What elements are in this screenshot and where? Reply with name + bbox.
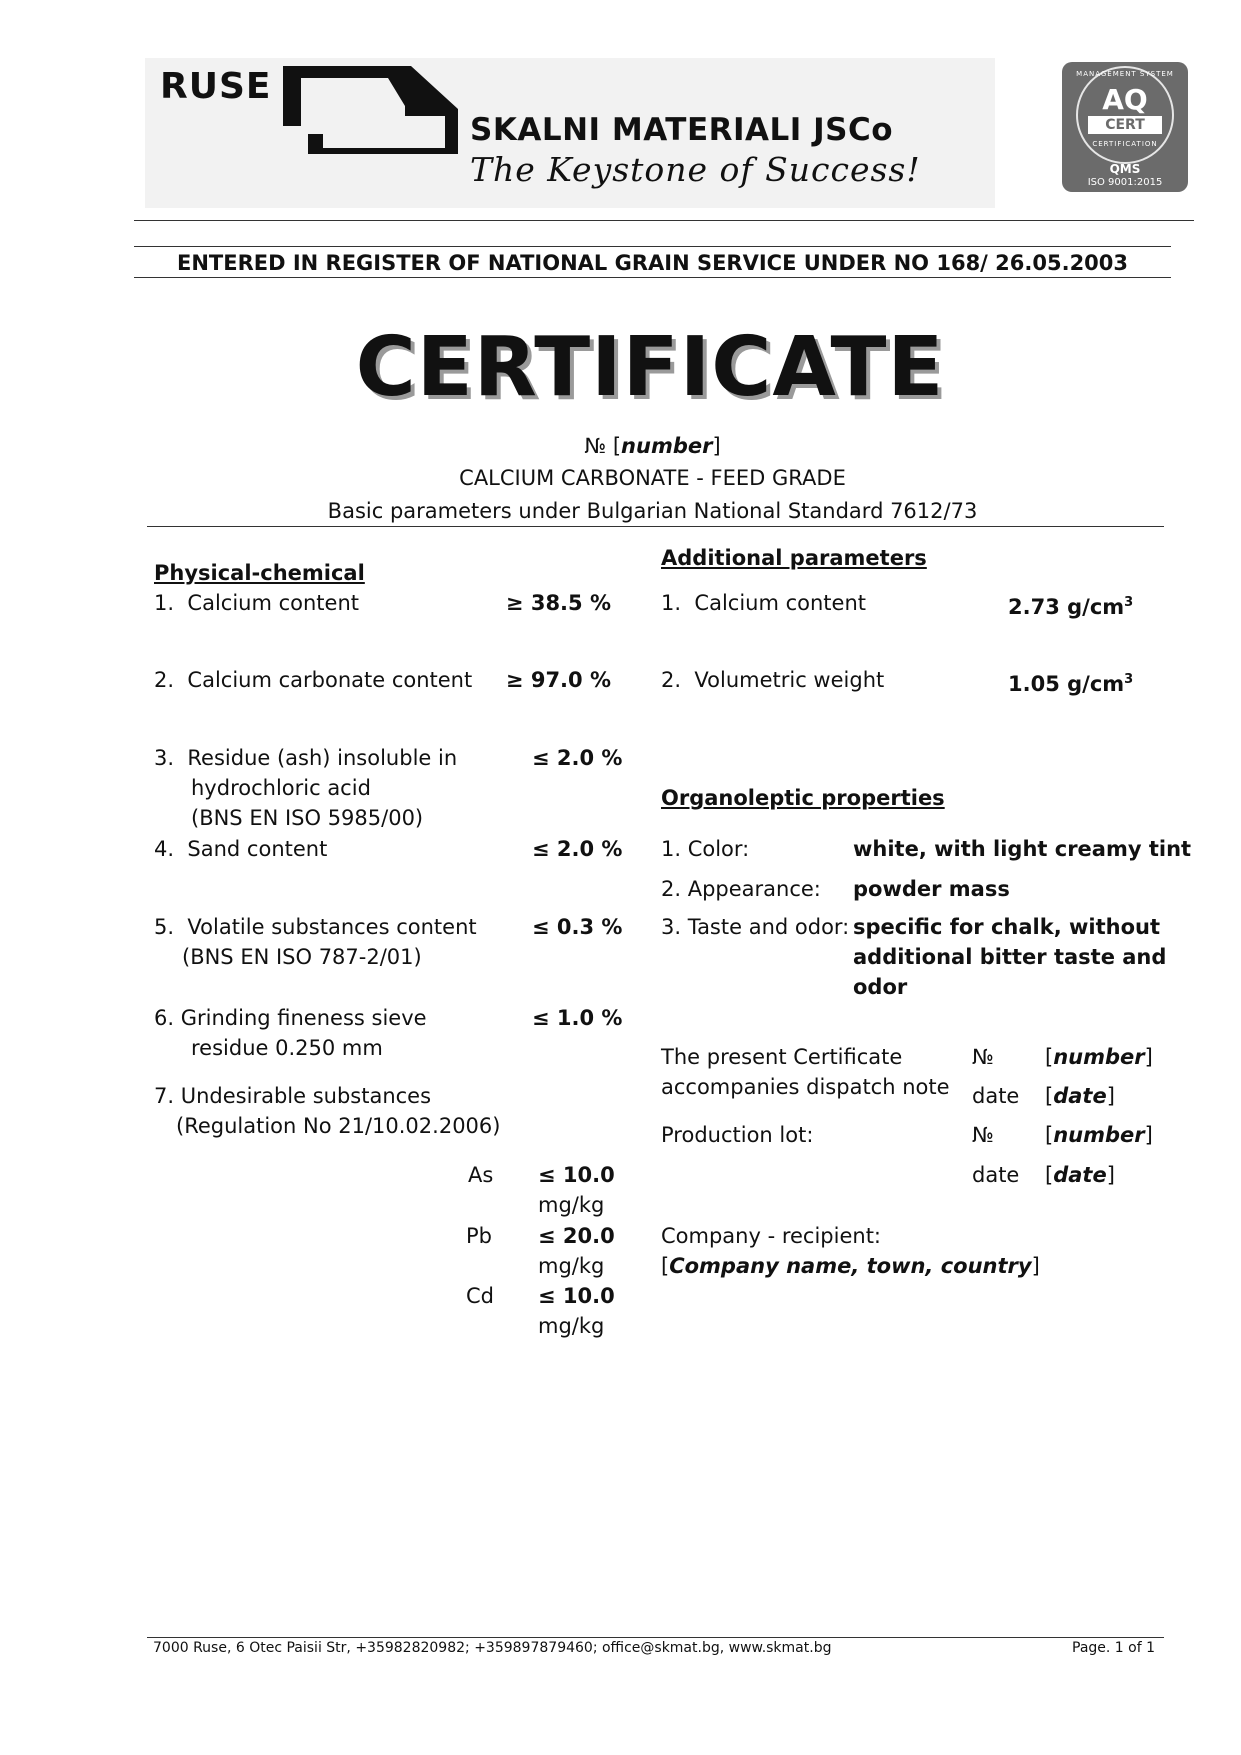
lot-no-label: № [972,1123,994,1147]
physical-value-3: ≤ 2.0 % [532,746,623,770]
logo-mark-icon [283,64,458,156]
dispatch-date-label: date [972,1084,1020,1108]
placeholder: date [1053,1163,1107,1187]
appearance-label: 2. Appearance: [661,877,821,901]
item-label: Grinding fineness sieve [180,1006,427,1030]
item-number: 5. [154,915,175,939]
taste-label: 3. Taste and odor: [661,915,850,939]
physical-item-3 [154,743,457,773]
number-placeholder: number [621,434,713,458]
footer-rule [147,1637,1164,1638]
item-label: Calcium content [187,591,359,615]
title-rule [147,526,1164,527]
dispatch-no-value: [number] [1045,1045,1153,1069]
physical-item-7 [154,1081,431,1111]
unit-pb: mg/kg [538,1254,605,1278]
recipient-value: [Company name, town, country] [661,1254,1040,1278]
badge-brand: AQ [1102,83,1148,116]
physical-item-6 [154,1003,427,1033]
physical-value-5: ≤ 0.3 % [532,915,623,939]
additional-value-1 [1008,588,1133,622]
certificate-number [134,431,1171,461]
item-number: 2. [661,668,682,692]
color-label: 1. Color: [661,837,750,861]
item-label: Volatile substances content [187,915,477,939]
element-as: As [468,1163,494,1187]
physical-item-6-line-2: residue 0.250 mm [191,1036,383,1060]
placeholder: date [1053,1084,1107,1108]
register-line: ENTERED IN REGISTER OF NATIONAL GRAIN SERVICE UNDER NO 168/ 26.05.2003 [176,251,1129,275]
physical-item-4 [154,834,327,864]
page-number: Page. 1 of 1 [1072,1640,1156,1656]
limit-pb: ≤ 20.0 [538,1224,615,1248]
physical-value-6: ≤ 1.0 % [532,1006,623,1030]
physical-value-2: ≥ 97.0 % [505,668,611,692]
placeholder: number [1053,1045,1145,1069]
limit-as: ≤ 10.0 [538,1163,615,1187]
badge-ring-top: MANAGEMENT SYSTEM [1076,70,1174,78]
value-text: 2.73 g/cm [1008,595,1125,619]
unit-cd: mg/kg [538,1314,605,1338]
lot-label: Production lot: [661,1123,814,1147]
item-label: Residue (ash) insoluble in [187,746,458,770]
standard-line: Basic parameters under Bulgarian National Standard 7612/73 [327,499,978,523]
item-number: 7. [154,1084,175,1108]
footer-contact: 7000 Ruse, 6 Otec Paisii Str, +35982820982; +359897879460; office@skmat.bg, www.skmat.bg [153,1640,832,1656]
item-label: Volumetric weight [694,668,885,692]
item-number: 3. [154,746,175,770]
recipient-label: Company - recipient: [661,1224,882,1248]
item-label: Calcium content [694,591,866,615]
color-value: white, with light creamy tint [853,837,1192,861]
limit-cd: ≤ 10.0 [538,1284,615,1308]
lot-date-value: [date] [1045,1163,1115,1187]
physical-value-4: ≤ 2.0 % [532,837,623,861]
item-number: 6. [154,1006,175,1030]
lot-date-label: date [972,1163,1020,1187]
appearance-value: powder mass [853,877,1010,901]
product-name: CALCIUM CARBONATE - FEED GRADE [459,466,846,490]
item-number: 1. [661,591,682,615]
badge-ring-bottom: CERTIFICATION [1092,140,1158,148]
taste-value-line-1: specific for chalk, without [853,915,1161,939]
additional-value-2 [1008,665,1133,699]
badge-iso: ISO 9001:2015 [1087,177,1163,188]
logo-city: RUSE [160,66,272,107]
value-sup: 3 [1124,672,1134,687]
dispatch-no-label: № [972,1045,994,1069]
header-rule [134,220,1194,221]
dispatch-text-line-2: accompanies dispatch note [661,1075,950,1099]
item-number: 4. [154,837,175,861]
placeholder: number [1053,1123,1145,1147]
item-number: 1. [154,591,175,615]
element-cd: Cd [466,1284,494,1308]
physical-item-2 [154,665,472,695]
certification-badge [1062,62,1188,192]
taste-value-line-3: odor [853,975,908,999]
physical-item-3-line-3: (BNS EN ISO 5985/00) [191,806,424,830]
placeholder: Company name, town, country [669,1254,1032,1278]
additional-heading: Additional parameters [661,546,927,570]
dispatch-text-line-1: The present Certificate [661,1045,903,1069]
page-title: CERTIFICATE [355,320,945,415]
item-label: Undesirable substances [180,1084,432,1108]
item-number: 2. [154,668,175,692]
register-rule-top [134,246,1171,247]
item-label: Calcium carbonate content [187,668,473,692]
additional-item-2 [661,665,884,695]
badge-cert: CERT [1088,116,1162,134]
number-suffix: ] [712,434,721,458]
physical-item-7-line-2: (Regulation No 21/10.02.2006) [176,1114,501,1138]
number-prefix: № [ [584,434,622,458]
dispatch-date-value: [date] [1045,1084,1115,1108]
additional-item-1 [661,588,866,618]
company-slogan: The Keystone of Success! [470,150,921,189]
organoleptic-heading: Organoleptic properties [661,786,945,810]
physical-item-5-line-2: (BNS EN ISO 787-2/01) [182,945,422,969]
physical-heading: Physical-chemical [154,561,365,585]
value-text: 1.05 g/cm [1008,672,1125,696]
taste-value-line-2: additional bitter taste and [853,945,1167,969]
physical-value-1: ≥ 38.5 % [505,591,611,615]
physical-item-5 [154,912,477,942]
element-pb: Pb [466,1224,492,1248]
company-name: SKALNI MATERIALI JSCo [470,112,894,148]
value-sup: 3 [1124,595,1134,610]
badge-qms: QMS [1109,162,1141,176]
register-rule-bottom [134,277,1171,278]
lot-no-value: [number] [1045,1123,1153,1147]
unit-as: mg/kg [538,1193,605,1217]
physical-item-1 [154,588,359,618]
physical-item-3-line-2: hydrochloric acid [191,776,371,800]
item-label: Sand content [187,837,328,861]
